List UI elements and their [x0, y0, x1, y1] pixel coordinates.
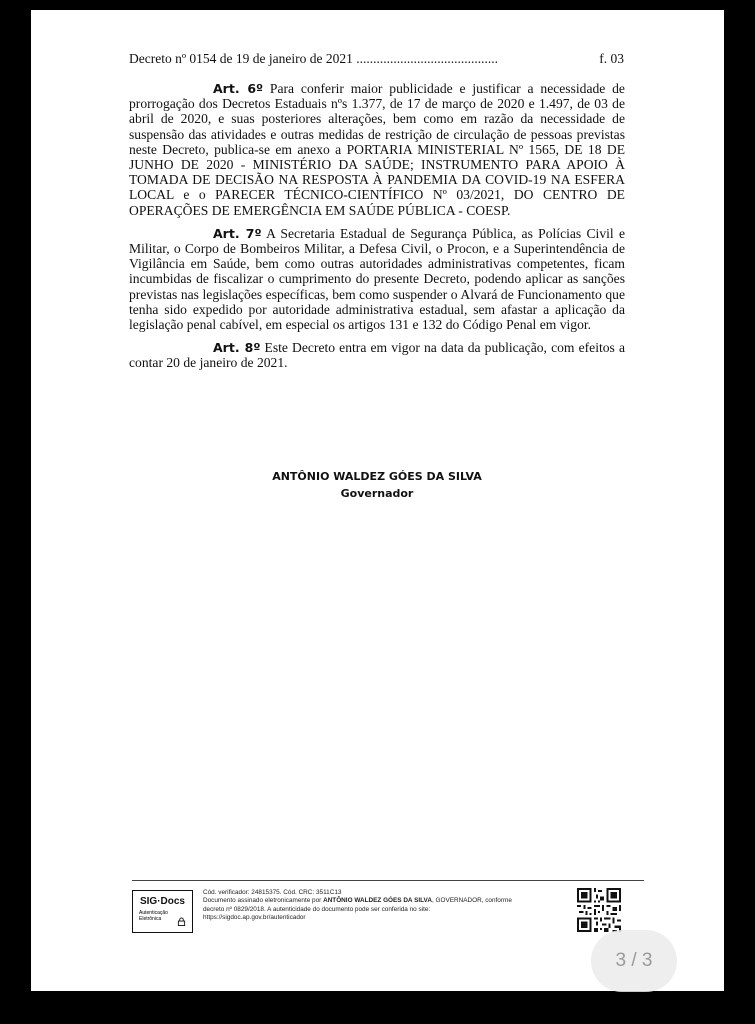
article-label: Art. 7º: [213, 225, 262, 241]
article-label: Art. 6º: [213, 81, 264, 96]
decree-body: [129, 81, 625, 379]
authenticity-note: decreto nº 0829/2018. A autenticidade do documento pode ser conferida no site:: [203, 905, 431, 913]
article-7: [129, 226, 625, 332]
sigdocs-caption: Autenticação Eletrônica: [139, 910, 168, 922]
decree-reference: Decreto nº 0154 de 19 de janeiro de 2021 ..........................................: [129, 51, 498, 66]
page-indicator: 3 / 3: [591, 930, 677, 992]
folio-number: f. 03: [599, 51, 624, 66]
article-text: A Secretaria Estadual de Segurança Pública, as Polícias Civil e Militar, o Corpo de Bombeiros Militar, a Defesa Civil, o Procon, e a Superintendência de Vigilância em Saúde, bem como outras autoridades administrativas competentes, ficam incumbidas de fiscalizar o cumprimento do presente Decreto, podendo aplicar as sanções previstas nas legislações específicas, bem como suspender o Alvará de Funcionamento que tenha sido expedido por autoridade administrativa estadual, sem afastar a aplicação da legislação penal cabível, em especial os artigos 131 e 132 do Código Penal em vigor.: [129, 225, 625, 333]
document-page: [31, 10, 724, 991]
signature-statement: Documento assinado eletronicamente por ANTÔNIO WALDEZ GÓES DA SILVA, GOVERNADOR, conforme: [203, 897, 512, 905]
signatory-name: ANTÔNIO WALDEZ GÓES DA SILVA: [272, 470, 482, 483]
authenticator-link[interactable]: https://sigdoc.ap.gov.br/autenticador: [203, 914, 306, 922]
footer-divider: [132, 880, 644, 881]
sigdocs-badge: [132, 890, 193, 933]
qr-code-icon: [577, 887, 621, 933]
signatory-role: Governador: [340, 487, 414, 500]
article-6: [129, 81, 625, 218]
authentication-notice: [203, 889, 573, 923]
article-text: Para conferir maior publicidade e justificar a necessidade de prorrogação dos Decretos Estaduais nºs 1.377, de 17 de março de 2020 e 1.497, de 03 de abril de 2020, e suas posteriores alterações, bem como em razão da necessidade de suspensão das atividades e outras medidas de restrição de circulação de pessoas previstas neste Decreto, publica-se em anexo a PORTARIA MINISTERIAL Nº 1565, DE 18 DE JUNHO DE 2020 - MINISTÉRIO DA SAÚDE; INSTRUMENTO PARA APOIO À TOMADA DE DECISÃO NA RESPOSTA À PANDEMIA DA COVID-19 NA ESFERA LOCAL e o PARECER TÉCNICO-CIENTÍFICO Nº 03/2021, DO CENTRO DE OPERAÇÕES DE EMERGÊNCIA EM SAÚDE PÚBLICA - COESP.: [129, 81, 625, 218]
verification-codes: Cód. verificador: 24815375. Cód. CRC: 3511C13: [203, 889, 342, 896]
article-label: Art. 8º: [213, 340, 261, 356]
article-text: Este Decreto entra em vigor na data da publicação, com efeitos a contar 20 de janeiro de 2021.: [129, 340, 625, 371]
decree-header: [129, 51, 624, 67]
lock-icon: [177, 917, 186, 926]
sigdocs-logo: SIG·Docs: [139, 896, 185, 907]
article-8: [129, 340, 625, 370]
